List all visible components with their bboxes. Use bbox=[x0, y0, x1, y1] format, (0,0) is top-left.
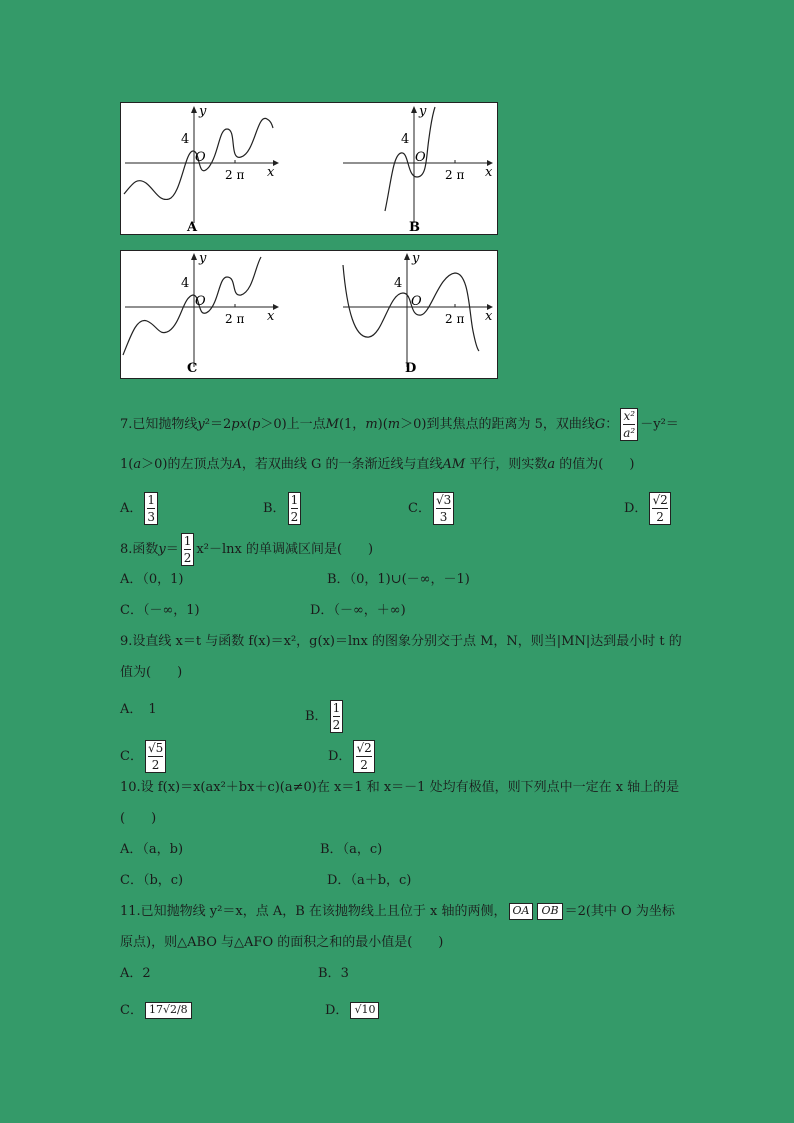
panel-caption-b: B bbox=[409, 220, 420, 234]
x-tick-label: 2 π bbox=[445, 168, 465, 182]
origin-label: O bbox=[411, 294, 422, 309]
q11-option-d[interactable]: D． √10 bbox=[325, 1001, 381, 1021]
q9-option-b[interactable]: B． $\frac{1}{2}$ bbox=[305, 700, 345, 733]
x-tick-label: 2 π bbox=[445, 312, 465, 326]
origin-label: O bbox=[415, 150, 426, 165]
q9-option-d[interactable]: D． $\frac{√2}{2}$ bbox=[328, 740, 377, 773]
curve-c bbox=[123, 257, 261, 355]
x-label: x bbox=[485, 309, 493, 324]
q8-option-d[interactable]: D．（－∞，＋∞) bbox=[310, 603, 406, 618]
q10-option-b[interactable]: B．（a，c) bbox=[320, 842, 383, 857]
q11-option-a[interactable]: A．2 bbox=[120, 966, 151, 981]
y-axis-arrow bbox=[404, 253, 410, 260]
y-axis-arrow bbox=[191, 253, 197, 260]
question-8-stem: 8.函数y＝ $\frac{1}{2}$ x²－lnx 的单调减区间是( ) bbox=[120, 534, 374, 565]
q7-option-c[interactable]: C． $\frac{√3}{3}$ bbox=[408, 492, 456, 525]
curve-b bbox=[385, 107, 435, 211]
x-tick-label: 2 π bbox=[225, 312, 245, 326]
q9-option-a[interactable]: A． 1 bbox=[120, 702, 157, 717]
question-7-line-2: 1(a＞0)的左顶点为A，若双曲线 G 的一条渐近线与直线AM 平行，则实数a 的值为( ) bbox=[120, 457, 635, 472]
y-axis-arrow bbox=[191, 106, 197, 113]
vector-ob: OB bbox=[537, 903, 562, 919]
y-label: y bbox=[419, 104, 427, 119]
y-tick-label: 4 bbox=[181, 276, 190, 291]
y-tick-label: 4 bbox=[401, 132, 410, 147]
x-label: x bbox=[267, 309, 275, 324]
graph-panel-a bbox=[124, 104, 279, 234]
graphs-ab-svg bbox=[121, 103, 497, 234]
y-label: y bbox=[412, 251, 420, 266]
question-10-line-2: ( ) bbox=[120, 811, 157, 826]
question-9-line-2: 值为( ) bbox=[120, 665, 183, 680]
origin-label: O bbox=[195, 150, 206, 165]
q7-option-d[interactable]: D． $\frac{√2}{2}$ bbox=[624, 492, 673, 525]
y-label: y bbox=[199, 251, 207, 266]
graphs-cd-svg bbox=[121, 251, 497, 378]
x-label: x bbox=[485, 165, 493, 180]
fraction: $\frac{\text{x²}}{\text{a²}}$ bbox=[620, 408, 638, 441]
y-label: y bbox=[199, 104, 207, 119]
q8-option-c[interactable]: C．（－∞，1) bbox=[120, 603, 200, 618]
graph-panel-d bbox=[343, 251, 493, 376]
q8-option-b[interactable]: B．（0，1)∪(－∞，－1) bbox=[327, 572, 470, 587]
x-label: x bbox=[267, 165, 275, 180]
panel-caption-c: C bbox=[187, 361, 198, 376]
graph-panel-b bbox=[343, 104, 493, 234]
question-11-line-2: 原点)，则△ABO 与△AFO 的面积之和的最小值是( ) bbox=[120, 935, 444, 950]
question-10-line-1: 10.设 f(x)＝x(ax²＋bx＋c)(a≠0)在 x＝1 和 x＝－1 处均有极值，则下列点中一定在 x 轴上的是 bbox=[120, 780, 680, 795]
q9-option-c[interactable]: C． $\frac{√5}{2}$ bbox=[120, 740, 168, 773]
q8-option-a[interactable]: A．（0，1) bbox=[120, 572, 184, 587]
question-9-line-1: 9.设直线 x＝t 与函数 f(x)＝x²，g(x)＝lnx 的图象分别交于点 M，N，则当|MN|达到最小时 t 的 bbox=[120, 634, 682, 649]
graph-box-ab bbox=[120, 102, 498, 235]
q10-option-a[interactable]: A．（a，b) bbox=[120, 842, 184, 857]
panel-caption-a: A bbox=[187, 220, 198, 234]
vector-oa: OA bbox=[509, 903, 534, 919]
q10-option-c[interactable]: C．（b，c) bbox=[120, 873, 184, 888]
y-axis-arrow bbox=[411, 106, 417, 113]
origin-label: O bbox=[195, 294, 206, 309]
x-tick-label: 2 π bbox=[225, 168, 245, 182]
graph-box-cd bbox=[120, 250, 498, 379]
question-11-line-1: 11.已知抛物线 y²＝x，点 A，B 在该抛物线上且位于 x 轴的两侧， OA OB ＝2(其中 O 为坐标 bbox=[120, 904, 675, 919]
y-tick-label: 4 bbox=[394, 276, 403, 291]
q10-option-d[interactable]: D．（a＋b，c) bbox=[327, 873, 412, 888]
question-7-line-1: 7.已知抛物线y²＝2px(p＞0)上一点M(1，m)(m＞0)到其焦点的距离为 5，双曲线G： $\frac{\text{x²}}{\text{a²}}$ －y²＝ bbox=[120, 409, 679, 440]
q11-option-b[interactable]: B．3 bbox=[318, 966, 349, 981]
q7-option-a[interactable]: A． $\frac{1}{3}$ bbox=[120, 492, 160, 525]
panel-caption-d: D bbox=[405, 361, 417, 376]
y-tick-label: 4 bbox=[181, 132, 190, 147]
q7-option-b[interactable]: B． $\frac{1}{2}$ bbox=[263, 492, 303, 525]
graph-panel-c bbox=[123, 251, 279, 376]
q11-option-c[interactable]: C． 17√2/8 bbox=[120, 1001, 194, 1021]
